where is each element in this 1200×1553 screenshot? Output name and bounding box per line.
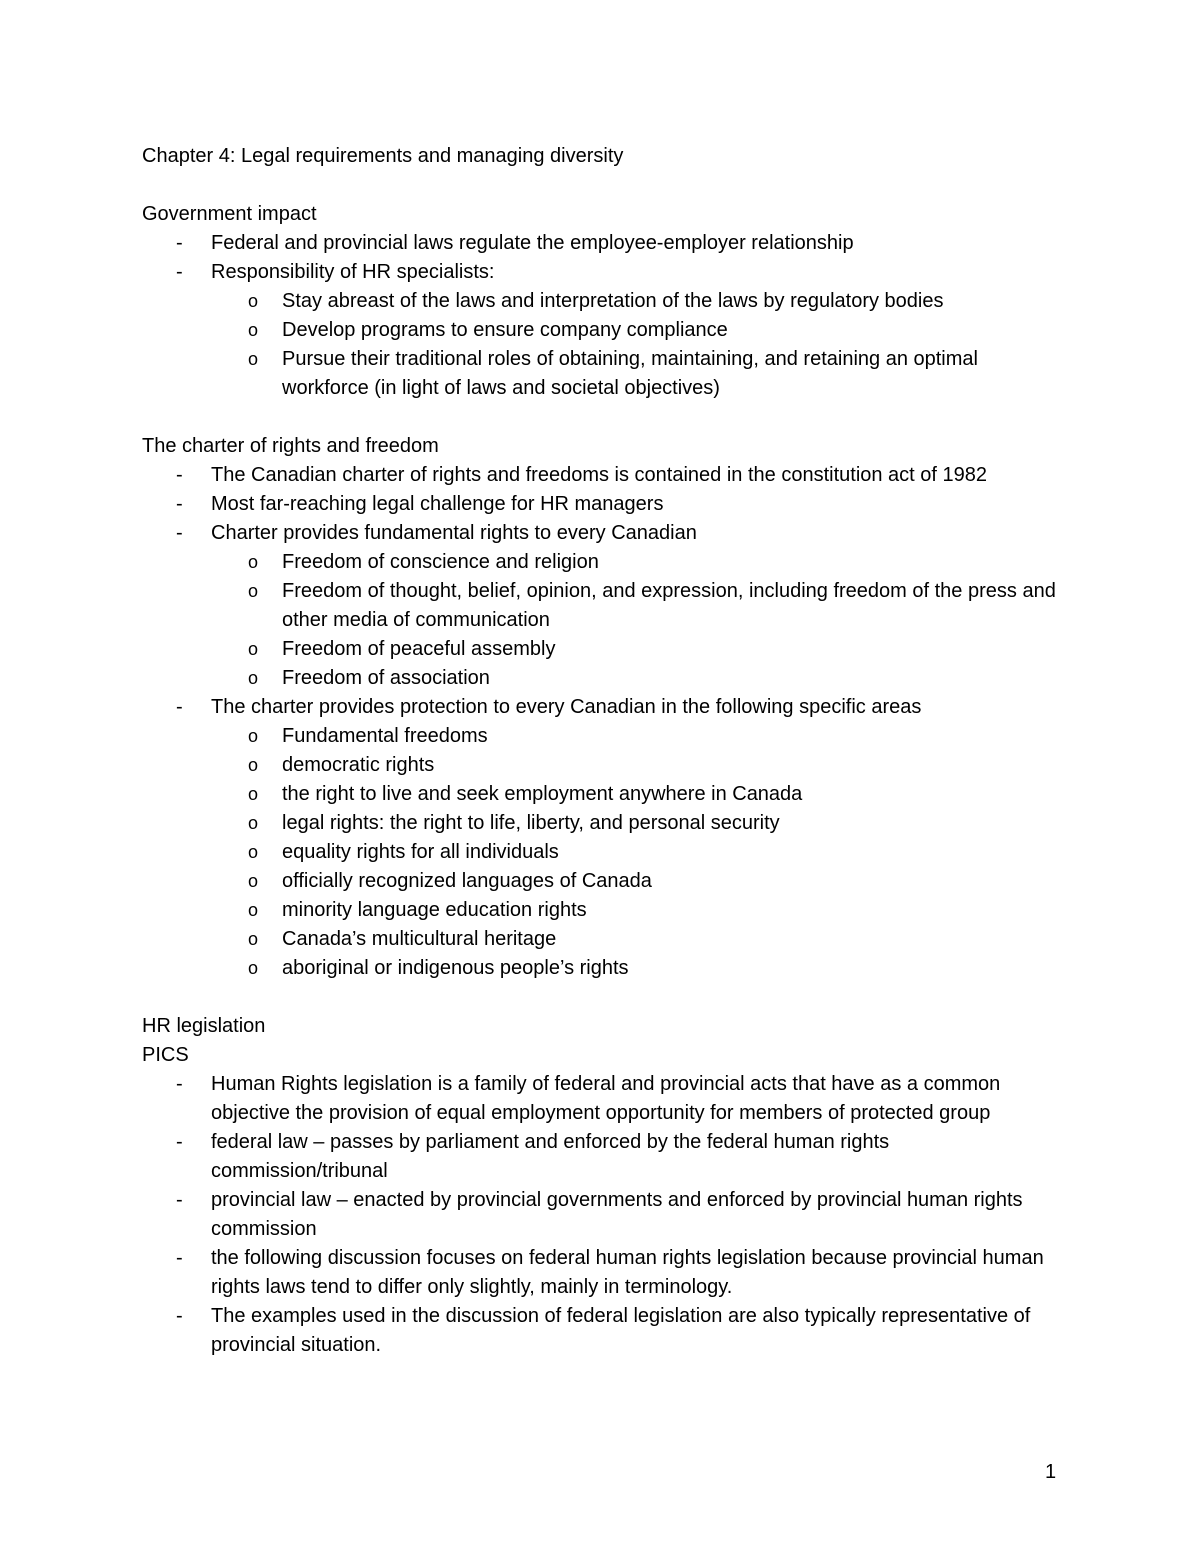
spacer bbox=[142, 171, 1062, 200]
sub-list-item: o democratic rights bbox=[142, 751, 1062, 780]
circle-bullet: o bbox=[248, 900, 259, 920]
spacer bbox=[142, 983, 1062, 1012]
sub-list-item: o Freedom of conscience and religion bbox=[142, 548, 1062, 577]
circle-bullet: o bbox=[248, 552, 259, 572]
spacer bbox=[142, 403, 1062, 432]
dash-bullet: - bbox=[176, 493, 183, 515]
sub-list-item: o Canada’s multicultural heritage bbox=[142, 925, 1062, 954]
dash-bullet: - bbox=[176, 696, 183, 718]
sub-list-item: o Fundamental freedoms bbox=[142, 722, 1062, 751]
sub-list-item: o Pursue their traditional roles of obtaining, maintaining, and retaining an optimal workforce (in light of laws and societal objectives) bbox=[142, 345, 1062, 403]
list-item: - Human Rights legislation is a family of federal and provincial acts that have as a common objective the provision of equal employment opportunity for members of protected group bbox=[142, 1070, 1062, 1128]
circle-bullet: o bbox=[248, 639, 259, 659]
circle-bullet: o bbox=[248, 581, 259, 601]
circle-bullet: o bbox=[248, 291, 259, 311]
section-heading: HR legislation bbox=[142, 1015, 266, 1037]
list-item: - provincial law – enacted by provincial governments and enforced by provincial human rights commission bbox=[142, 1186, 1062, 1244]
sub-list-item: o legal rights: the right to life, liberty, and personal security bbox=[142, 809, 1062, 838]
sub-list-item: o the right to live and seek employment anywhere in Canada bbox=[142, 780, 1062, 809]
sub-list-item: o Freedom of association bbox=[142, 664, 1062, 693]
sub-list-item: o minority language education rights bbox=[142, 896, 1062, 925]
circle-bullet: o bbox=[248, 320, 259, 340]
circle-bullet: o bbox=[248, 755, 259, 775]
list-item: - Federal and provincial laws regulate the employee-employer relationship bbox=[142, 229, 1062, 258]
sub-list-item: o Develop programs to ensure company compliance bbox=[142, 316, 1062, 345]
circle-bullet: o bbox=[248, 929, 259, 949]
sub-list-item: o Freedom of thought, belief, opinion, and expression, including freedom of the press and other media of communication bbox=[142, 577, 1062, 635]
circle-bullet: o bbox=[248, 784, 259, 804]
document-page bbox=[142, 142, 1062, 1360]
section-heading: The charter of rights and freedom bbox=[142, 435, 439, 457]
dash-bullet: - bbox=[176, 464, 183, 486]
sub-list-item: o officially recognized languages of Canada bbox=[142, 867, 1062, 896]
list-item: - Most far-reaching legal challenge for HR managers bbox=[142, 490, 1062, 519]
page-number: 1 bbox=[1045, 1461, 1057, 1483]
list-item: - The charter provides protection to every Canadian in the following specific areas bbox=[142, 693, 1062, 722]
section-subheading: PICS bbox=[142, 1044, 189, 1066]
dash-bullet: - bbox=[176, 1073, 183, 1095]
circle-bullet: o bbox=[248, 958, 259, 978]
list-item: - Responsibility of HR specialists: bbox=[142, 258, 1062, 287]
dash-bullet: - bbox=[176, 1131, 183, 1153]
dash-bullet: - bbox=[176, 1305, 183, 1327]
sub-list-item: o Stay abreast of the laws and interpretation of the laws by regulatory bodies bbox=[142, 287, 1062, 316]
list-item: - The examples used in the discussion of federal legislation are also typically representative of provincial situation. bbox=[142, 1302, 1062, 1360]
list-item: - the following discussion focuses on federal human rights legislation because provincial human rights laws tend to differ only slightly, mainly in terminology. bbox=[142, 1244, 1062, 1302]
circle-bullet: o bbox=[248, 349, 259, 369]
sub-list-item: o Freedom of peaceful assembly bbox=[142, 635, 1062, 664]
list-item: - federal law – passes by parliament and enforced by the federal human rights commission/tribunal bbox=[142, 1128, 1062, 1186]
sub-list-item: o equality rights for all individuals bbox=[142, 838, 1062, 867]
list-item: - The Canadian charter of rights and freedoms is contained in the constitution act of 1982 bbox=[142, 461, 1062, 490]
circle-bullet: o bbox=[248, 668, 259, 688]
dash-bullet: - bbox=[176, 522, 183, 544]
section-heading: Government impact bbox=[142, 203, 317, 225]
dash-bullet: - bbox=[176, 261, 183, 283]
circle-bullet: o bbox=[248, 726, 259, 746]
dash-bullet: - bbox=[176, 232, 183, 254]
list-item: - Charter provides fundamental rights to every Canadian bbox=[142, 519, 1062, 548]
circle-bullet: o bbox=[248, 871, 259, 891]
document-title: Chapter 4: Legal requirements and managing diversity bbox=[142, 145, 624, 167]
dash-bullet: - bbox=[176, 1189, 183, 1211]
sub-list-item: o aboriginal or indigenous people’s rights bbox=[142, 954, 1062, 983]
circle-bullet: o bbox=[248, 813, 259, 833]
dash-bullet: - bbox=[176, 1247, 183, 1269]
circle-bullet: o bbox=[248, 842, 259, 862]
